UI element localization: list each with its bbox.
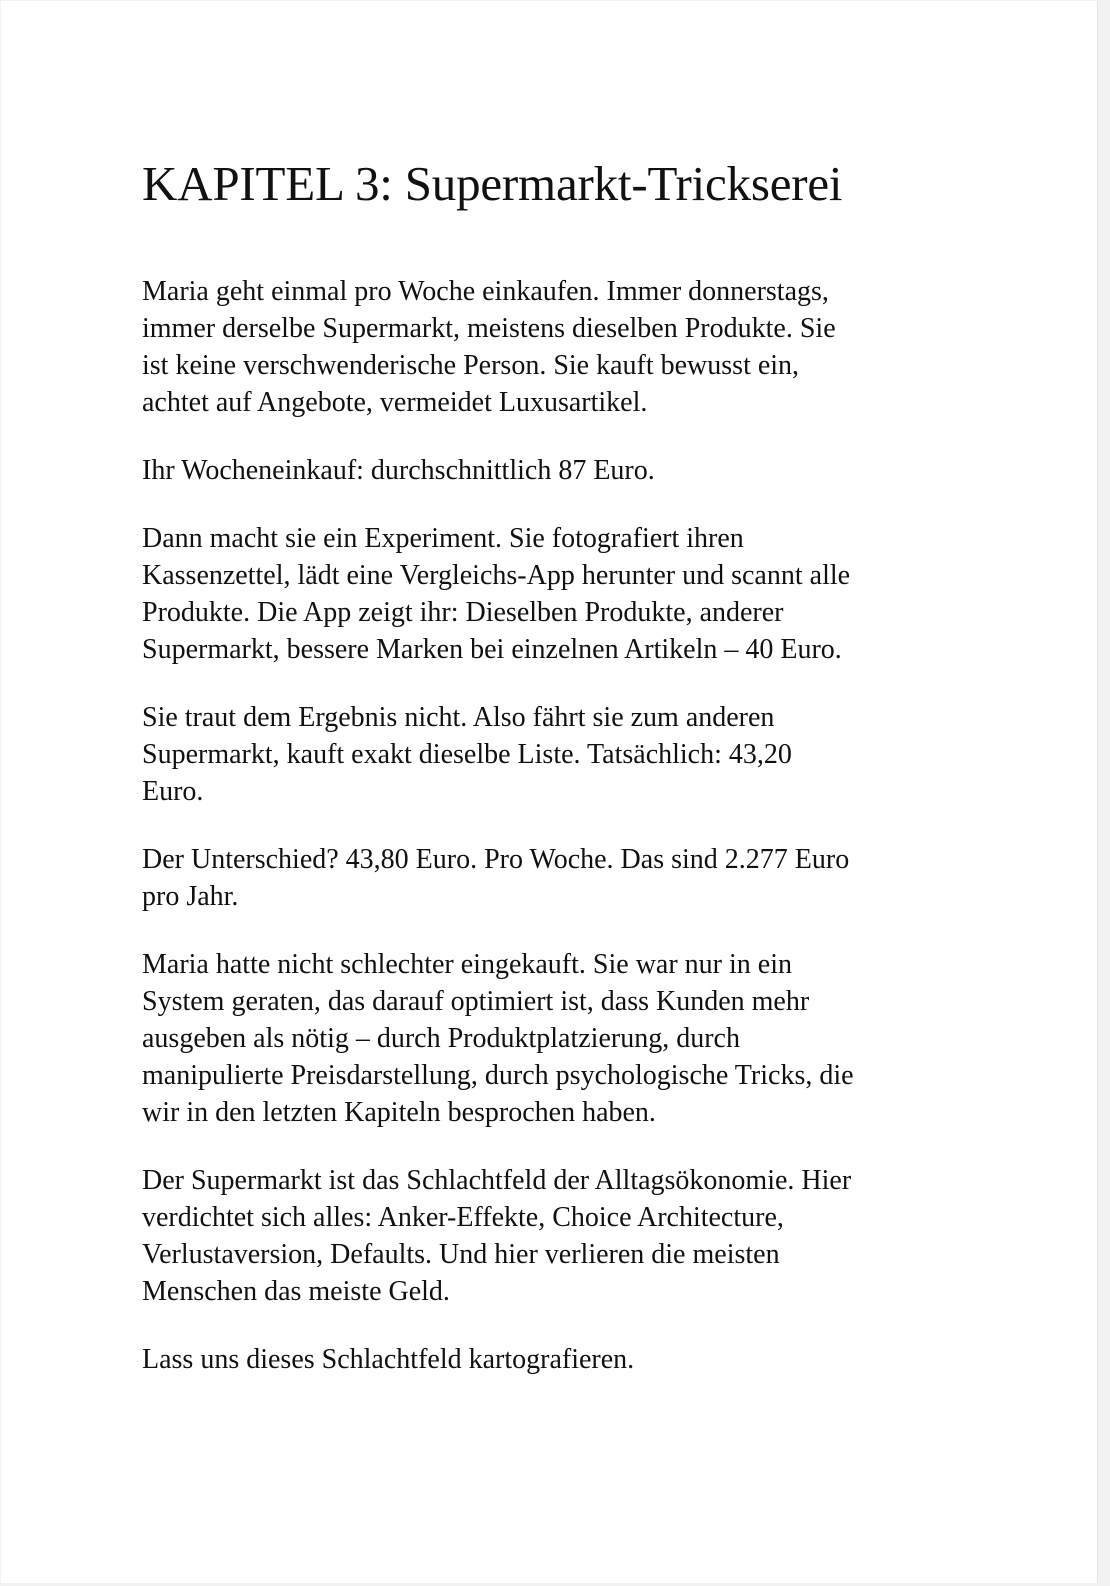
chapter-content [142, 153, 962, 1409]
paragraph-battlefield: Der Supermarkt ist das Schlachtfeld der Alltagsökonomie. Hier verdichtet sich alles: Anker-Effekte, Choice Architecture, Verlustaversion, Defaults. Und hier verlieren die meisten Menschen das meiste Geld. [142, 1165, 852, 1307]
chapter-body [142, 273, 962, 1378]
paragraph-closing: Lass uns dieses Schlachtfeld kartografieren. [142, 1344, 635, 1375]
paragraph-experiment: Dann macht sie ein Experiment. Sie fotografiert ihren Kassenzettel, lädt eine Vergleichs-App herunter und scannt alle Produkte. Die App zeigt ihr: Dieselben Produkte, anderer Supermarkt, bessere Marken bei einzelnen Artikeln – 40 Euro. [142, 523, 851, 665]
paragraph-intro: Maria geht einmal pro Woche einkaufen. Immer donnerstags, immer derselbe Supermarkt, meistens dieselben Produkte. Sie ist keine verschwenderische Person. Sie kauft bewusst ein, achtet auf Angebote, vermeidet Luxusartikel. [142, 276, 836, 418]
paragraph-system: Maria hatte nicht schlechter eingekauft. Sie war nur in ein System geraten, das darauf optimiert ist, dass Kunden mehr ausgeben als nötig – durch Produktplatzierung, durch manipulierte Preisdarstellung, durch psychologische Tricks, die wir in den letzten Kapiteln besprochen haben. [142, 949, 854, 1128]
chapter-title: KAPITEL 3: Supermarkt-Trickserei [142, 156, 843, 211]
paragraph-verification: Sie traut dem Ergebnis nicht. Also fährt sie zum anderen Supermarkt, kauft exakt dieselbe Liste. Tatsächlich: 43,20 Euro. [142, 702, 792, 807]
paragraph-difference: Der Unterschied? 43,80 Euro. Pro Woche. Das sind 2.277 Euro pro Jahr. [142, 844, 850, 912]
paragraph-weekly-shopping: Ihr Wocheneinkauf: durchschnittlich 87 Euro. [142, 455, 655, 486]
document-page [1, 1, 1098, 1583]
